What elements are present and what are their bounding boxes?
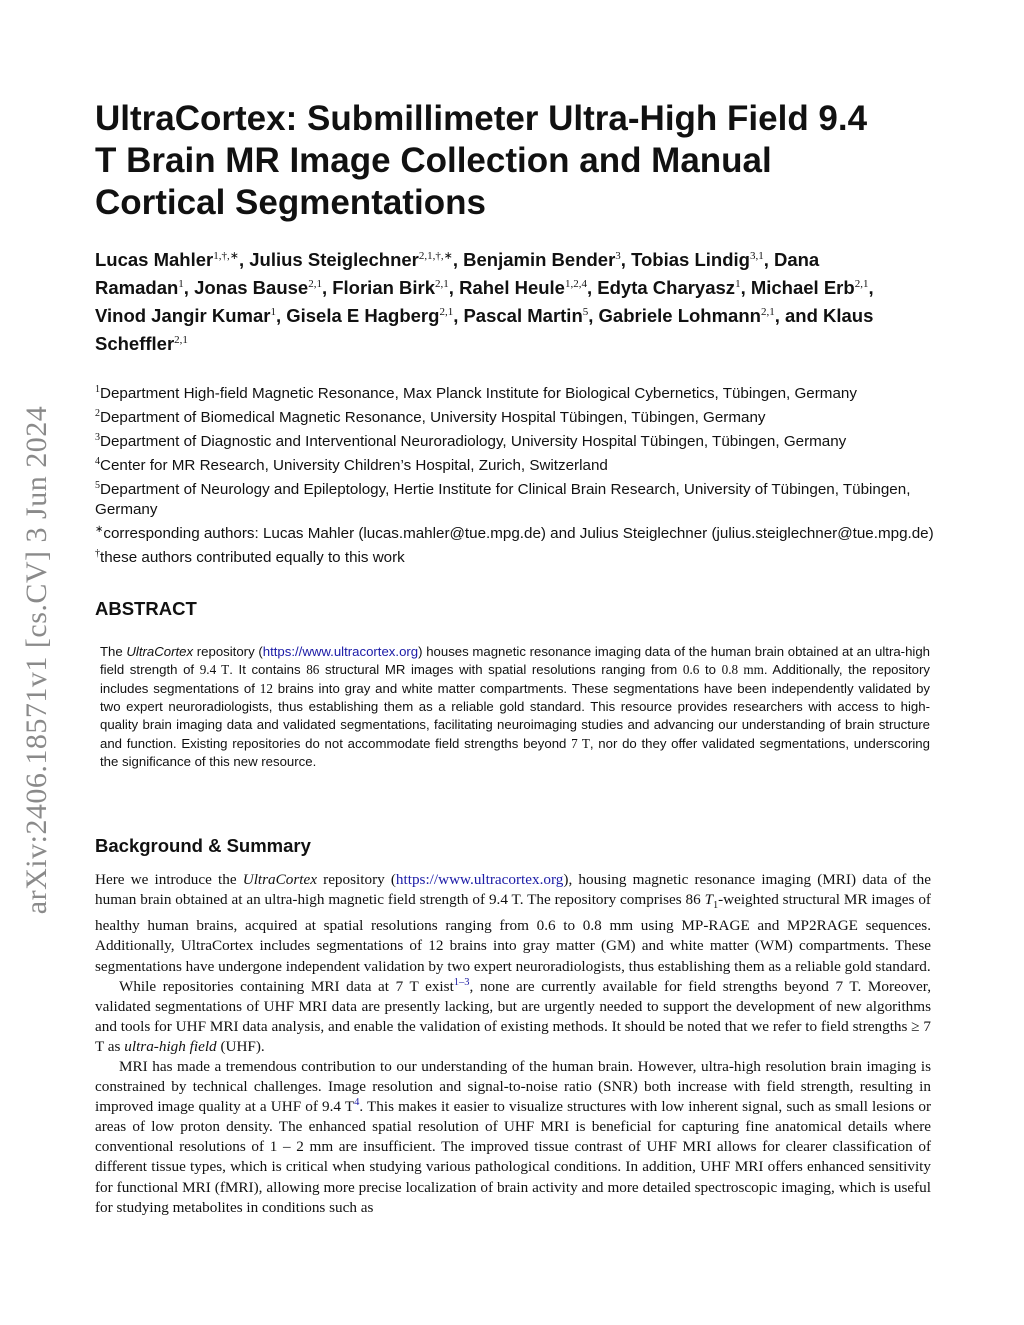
author-affiliation-marks: 2,1 xyxy=(174,334,188,347)
background-heading: Background & Summary xyxy=(95,835,311,857)
author-name: Gisela E Hagberg xyxy=(286,305,440,327)
repo-link[interactable]: https://www.ultracortex.org xyxy=(395,871,564,889)
paper-page xyxy=(95,98,935,1218)
affiliation-item: $^1$Department High-field Magnetic Resonance, Max Planck Institute for Biological Cybernetics, Tübingen, Germany xyxy=(95,383,857,402)
author-name: Jonas Bause xyxy=(194,277,309,299)
author-name: Rahel Heule xyxy=(459,277,565,299)
author-affiliation-marks: 2,1 xyxy=(435,278,449,291)
author-name: Dana Ramadan xyxy=(95,249,820,299)
author-affiliation-marks: 1,†,∗ xyxy=(213,250,239,262)
author-affiliation-marks: 1 xyxy=(735,278,741,291)
abstract-body: The UltraCortex repository (https://www.ultracortex.org) houses magnetic resonance imaging data of the human brain obtained at an ultra-high field strength of 9.4 T. It contains 86 structural MR images with spatial resolutions ranging from 0.6 to 0.8 mm. Additionally, the repository includes segmentations of 12 brains into gray and white matter compartments. These segmentations have been independently validated by two expert neuroradiologists, thus establishing them as a reliable gold standard. This resource provides researchers with access to high-quality brain imaging data and validated segmentations, facilitating neuroimaging studies and advancing our understanding of brain structure and function. Existing repositories do not accommodate field strengths beyond 7 T, nor do they offer validated segmentations, underscoring the significance of this new resource. xyxy=(100,644,931,769)
author-name: Tobias Lindig xyxy=(631,249,750,271)
author-name: Vinod Jangir Kumar xyxy=(95,305,271,327)
paragraph: While repositories containing MRI data at 7 T exist$^{1-3}$, none are currently available for field strengths beyond 7 T. Moreover, validated segmentations of UHF MRI data are presently lacking, but are urgently needed to support the development of new algorithms and tools for UHF MRI data analysis, and enable the validation of existing methods. It should be noted that we refer to field strengths ≥ 7 T as ultra-high field (UHF). xyxy=(95,976,931,1055)
author-name: Florian Birk xyxy=(332,277,436,299)
background-body xyxy=(95,870,931,1218)
author-affiliation-marks: 2,1 xyxy=(308,278,322,291)
affiliation-item: $^2$Department of Biomedical Magnetic Resonance, University Hospital Tübingen, Tübingen, Germany xyxy=(95,407,766,426)
paper-title: UltraCortex: Submillimeter Ultra-High Field 9.4 T Brain MR Image Collection and Manual Cortical Segmentations xyxy=(95,99,868,222)
author-affiliation-marks: 2,1 xyxy=(854,278,869,291)
author-name: Klaus Scheffler xyxy=(95,305,874,355)
arxiv-id: arXiv:2406.18571v1 [cs.CV] 3 Jun 2024 xyxy=(20,405,53,915)
author-affiliation-marks: 3,1 xyxy=(749,250,764,262)
author-name: Benjamin Bender xyxy=(463,249,616,271)
author-name: Edyta Charyasz xyxy=(597,277,736,299)
author-affiliation-marks: 1,2,4 xyxy=(564,278,587,291)
author-list: Lucas Mahler$^{1,\dagger,∗}$, Julius Steiglechner$^{2,1,\dagger,∗}$, Benjamin Bender$^3$, Tobias Lindig$^{3,1}$, Dana Ramadan$^1$, Jonas Bause$^{2,1}$, Florian Birk$^{2,1}$, Rahel Heule$^{1,2,4}$, Edyta Charyasz$^1$, Michael Erb$^{2,1}$, Vinod Jangir Kumar$^1$, Gisela E Hagberg$^{2,1}$, Pascal Martin$^5$, Gabriele Lohmann$^{2,1}$, and Klaus Scheffler$^{2,1}$ xyxy=(95,249,874,355)
affiliation-item: $^5$Department of Neurology and Epileptology, Hertie Institute for Clinical Brain Research, University of Tübingen, Tübingen, Germany xyxy=(95,479,911,518)
affiliation-list xyxy=(95,380,935,568)
author-name: Gabriele Lohmann xyxy=(598,305,761,327)
author-affiliation-marks: 1 xyxy=(270,306,276,319)
paragraph: MRI has made a tremendous contribution to our understanding of the human brain. However, ultra-high resolution brain imaging is constrained by technical challenges. Image resolution and signal-to-noise ratio (SNR) both increase with field strength, resulting in improved image quality at a UHF of 9.4 T$^4$. This makes it easier to visualize structures with low inherent signal, such as small lesions or areas of low proton density. The enhanced spatial resolution of UHF MRI is beneficial for capturing fine anatomical details where conventional resolutions of 1 – 2 mm are insufficient. The improved tissue contrast of UHF MRI allows for clearer classification of different tissue types, which is critical when studying various pathological conditions. In addition, UHF MRI offers enhanced sensitivity for functional MRI (fMRI), allowing more precise localization of brain activity and more detailed spectroscopic imaging, which is useful for studying metabolites in conditions such as xyxy=(95,1058,931,1216)
author-affiliation-marks: 5 xyxy=(582,306,589,319)
author-name: Pascal Martin xyxy=(463,305,583,327)
affiliation-item: ∗corresponding authors: Lucas Mahler (lucas.mahler@tue.mpg.de) and Julius Steiglechner (julius.steiglechner@tue.mpg.de) xyxy=(95,523,934,542)
paragraph: Here we introduce the UltraCortex repository (https://www.ultracortex.org), housing magnetic resonance imaging (MRI) data of the human brain obtained at an ultra-high magnetic field strength of 9.4 T. The repository comprises 86 $T_1$-weighted structural MR images of healthy human brains, acquired at spatial resolutions ranging from 0.6 to 0.8 mm using MP-RAGE and MP2RAGE sequences. Additionally, UltraCortex includes segmentations of 12 brains into gray matter (GM) and white matter (WM) compartments. These segmentations have undergone independent validation by two expert neuroradiologists, thus establishing them as a reliable gold standard. xyxy=(95,871,931,975)
affiliation-item: †these authors contributed equally to this work xyxy=(95,548,405,567)
author-affiliation-marks: 2,1 xyxy=(760,306,775,319)
author-name: Lucas Mahler xyxy=(95,249,214,271)
author-name: Michael Erb xyxy=(750,277,855,299)
arxiv-sidebar-stamp xyxy=(14,360,60,960)
repo-link[interactable]: https://www.ultracortex.org xyxy=(262,644,419,660)
author-affiliation-marks: 1 xyxy=(178,278,184,291)
author-name: Julius Steiglechner xyxy=(249,249,419,271)
abstract-heading: ABSTRACT xyxy=(95,598,197,620)
repo-name: UltraCortex xyxy=(126,644,194,660)
affiliation-item: $^3$Department of Diagnostic and Interventional Neuroradiology, University Hospital Tübingen, Tübingen, Germany xyxy=(95,431,847,450)
affiliation-item: $^4$Center for MR Research, University Children’s Hospital, Zurich, Switzerland xyxy=(95,455,608,474)
author-affiliation-marks: 3 xyxy=(615,250,621,262)
citation-link[interactable]: 1–3 xyxy=(453,976,470,988)
citation-link[interactable]: 4 xyxy=(354,1097,360,1109)
author-affiliation-marks: 2,1 xyxy=(439,306,454,319)
author-affiliation-marks: 2,1,†,∗ xyxy=(418,250,453,262)
